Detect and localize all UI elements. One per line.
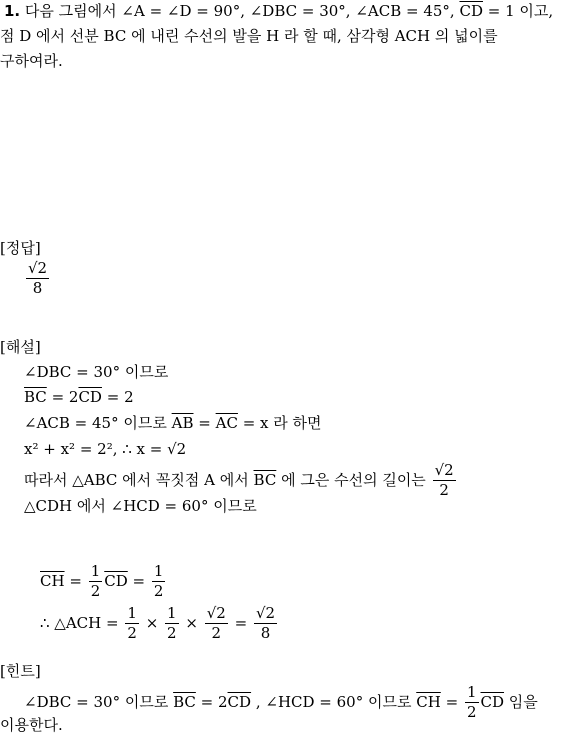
eq-text: 에 그은 수선의 길이는 [281,470,426,489]
eq-text: = 2 [200,692,228,711]
segment-cd: $\overline{CD}$ [227,692,252,711]
explanation-line-3 [24,416,322,431]
explanation-line-7 [40,563,167,601]
answer-numerator: √2 [26,260,49,279]
fraction-denominator: 2 [127,624,137,643]
fraction-denominator: 8 [260,624,271,643]
fraction-denominator: 2 [211,624,222,643]
fraction-numerator: 1 [152,563,166,582]
eq-text: , ∠HCD = 60° 이므로 [255,692,412,711]
eq-text: ∴ △ACH = [40,613,119,632]
explanation-header: [해설] [0,338,41,356]
fraction-denominator: 2 [153,582,164,601]
eq-text: = [132,571,146,590]
hint-header: [힌트] [0,662,41,680]
explanation-line-2 [24,390,134,405]
area-factor-3 [205,605,228,643]
answer-fraction [26,260,49,298]
eq-text: = [69,571,82,590]
eq-text: = [234,613,248,632]
eq-text: ∠ACB = 45° 이므로 [24,414,167,432]
question-text-1: 다음 그림에서 ∠A = ∠D = 90°, ∠DBC = 30°, ∠ACB = 45°, [24,2,455,20]
eq-text: = [198,414,211,432]
times-sign: × [185,613,198,632]
explanation-line-5 [24,462,458,500]
eq-text: 임을 [508,692,538,711]
segment-cd: $\overline{CD}$ [104,571,128,590]
segment-ab: $\overline{AB}$ [171,414,194,432]
fraction-numerator: √2 [254,605,277,624]
hint-line-2: 이용한다. [0,716,63,734]
eq-text: = 2 [51,388,79,406]
fraction-denominator: 2 [439,481,449,500]
segment-cd: $\overline{CD}$ [459,2,483,20]
eq-text: = x 라 하면 [242,414,322,432]
fraction-numerator: 1 [125,605,139,624]
fraction-numerator: 1 [465,684,479,703]
fraction-denominator: 2 [466,703,477,722]
segment-ch: $\overline{CH}$ [40,571,65,590]
segment-cd: $\overline{CD}$ [78,388,102,406]
fraction-numerator: √2 [205,605,228,624]
fraction-numerator: √2 [433,462,456,481]
half-fraction [89,563,103,601]
segment-bc: $\overline{BC}$ [253,470,277,489]
segment-ch: $\overline{CH}$ [416,692,441,711]
segment-cd: $\overline{CD}$ [480,692,505,711]
eq-text: ∠DBC = 30° 이므로 [24,692,169,711]
fraction-denominator: 2 [90,582,101,601]
question-line-3: 구하여라. [0,52,63,70]
height-fraction [433,462,456,500]
eq-text: 따라서 △ABC 에서 꼭짓점 A 에서 [24,470,249,489]
area-factor-2 [165,605,179,643]
area-result [254,605,277,643]
segment-ac: $\overline{AC}$ [215,414,238,432]
fraction-numerator: 1 [165,605,179,624]
question-line-1 [4,4,553,19]
fraction-denominator: 2 [167,624,177,643]
question-number: 1. [4,2,21,20]
answer-value [24,260,51,298]
answer-denominator: 8 [32,279,43,298]
question-line-2: 점 D 에서 선분 BC 에 내린 수선의 발을 H 라 할 때, 삼각형 ACH 의 넓이를 [0,27,498,45]
explanation-line-8 [40,605,279,643]
hint-line-1 [24,684,538,722]
fraction-numerator: 1 [89,563,103,582]
explanation-line-1: ∠DBC = 30° 이므로 [24,363,169,381]
explanation-line-6: △CDH 에서 ∠HCD = 60° 이므로 [24,497,257,515]
eq-text: = [445,692,459,711]
segment-bc: $\overline{BC}$ [24,388,47,406]
question-text-1-tail: = 1 이고, [487,2,554,20]
hint-half-fraction [465,684,479,722]
answer-header: [정답] [0,239,41,257]
area-factor-1 [125,605,139,643]
eq-text: = 2 [106,388,134,406]
explanation-line-4: x² + x² = 2², ∴ x = √2 [24,440,187,458]
ch-result-fraction [152,563,166,601]
segment-bc: $\overline{BC}$ [173,692,196,711]
times-sign: × [145,613,159,632]
